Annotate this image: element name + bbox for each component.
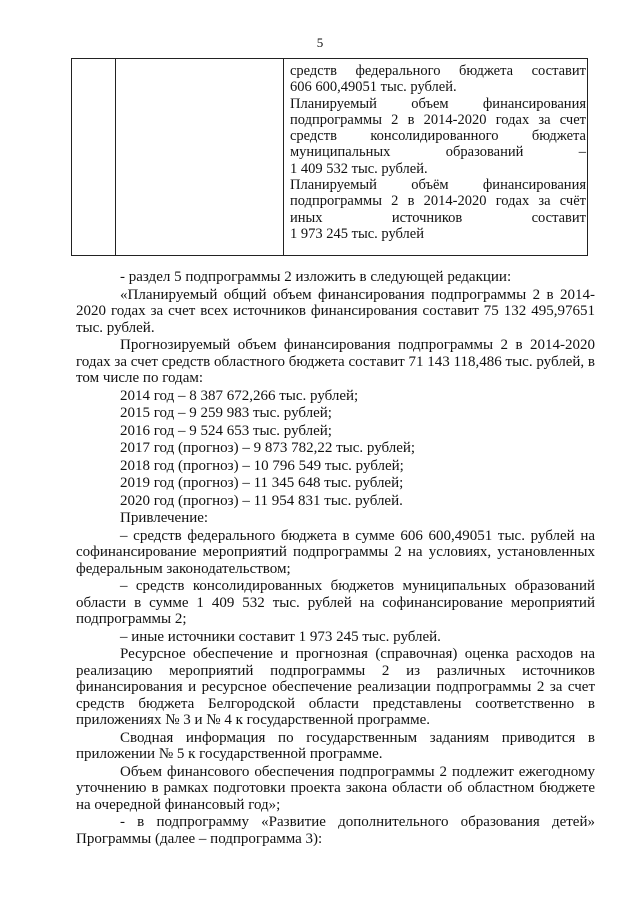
paragraph-planned-total: «Планируемый общий объем финансирования подпрограммы 2 в 2014-2020 годах за счет всех источников финансирования составит 75 132 495,97651 тыс. рублей.	[76, 286, 595, 336]
cell-line: 1 409 532 тыс. рублей.	[290, 160, 428, 177]
paragraph-forecast: Прогнозируемый объем финансирования подпрограммы 2 в 2014-2020 годах за счет средств областного бюджета составит 71 143 118,486 тыс. рублей, в том числе по годам:	[76, 337, 595, 386]
paragraph-resource: Ресурсное обеспечение и прогнозная (справочная) оценка расходов на реализацию мероприятий подпрограммы 2 из различных источников финансирования и ресурсное обеспечение реализации подпрограммы 2 за счет средств бюджета Белгородской области представлены соответственно в приложениях № 3 и № 4 к государственной программе.	[76, 646, 595, 728]
page-number: 5	[316, 35, 324, 50]
paragraph-volume: Объем финансового обеспечения подпрограммы 2 подлежит ежегодному уточнению в рамках подготовки проекта закона области об областном бюджете на очередной финансовый год»;	[76, 763, 595, 813]
cell-line: подпрограммы 2 в 2014-2020 годах за счет	[290, 111, 586, 128]
year-line: 2018 год (прогноз) – 10 796 549 тыс. рублей;	[120, 457, 404, 474]
paragraph-other: – иные источники составит 1 973 245 тыс. рублей.	[120, 628, 441, 645]
cell-line: 606 600,49051 тыс. рублей.	[290, 79, 457, 96]
year-line: 2016 год – 9 524 653 тыс. рублей;	[120, 422, 332, 439]
paragraph-consolidated: – средств консолидированных бюджетов муниципальных образований области в сумме 1 409 532 тыс. рублей на софинансирование мероприятий подпрограммы 2;	[76, 578, 595, 627]
table-column-divider	[115, 59, 116, 255]
cell-line: Планируемый объем финансирования	[290, 95, 586, 112]
cell-line: Планируемый объём финансирования	[290, 177, 586, 194]
paragraph-summary: Сводная информация по государственным заданиям приводится в приложении № 5 к государственной программе.	[76, 729, 595, 762]
cell-line: подпрограммы 2 в 2014-2020 годах за счёт	[290, 193, 586, 210]
cell-line: иных источников составит	[290, 209, 586, 226]
paragraph-section-intro: - раздел 5 подпрограммы 2 изложить в следующей редакции:	[120, 269, 512, 285]
paragraph-attraction: Привлечение:	[120, 510, 209, 526]
table-cell-financing	[290, 63, 586, 242]
year-line: 2014 год – 8 387 672,266 тыс. рублей;	[120, 387, 359, 404]
passport-table-fragment	[71, 58, 588, 256]
cell-line: муниципальных образований –	[290, 144, 586, 161]
cell-line: средств федерального бюджета составит	[290, 63, 586, 79]
table-column-divider	[283, 59, 284, 255]
paragraph-subprogram-3: - в подпрограмму «Развитие дополнительного образования детей» Программы (далее – подпрограмма 3):	[76, 814, 595, 847]
paragraph-federal: – средств федерального бюджета в сумме 606 600,49051 тыс. рублей на софинансирование мероприятий подпрограммы 2 на условиях, установленных федеральным законодательством;	[76, 527, 595, 577]
cell-line: 1 973 245 тыс. рублей	[290, 225, 424, 242]
year-line: 2019 год (прогноз) – 11 345 648 тыс. рублей;	[120, 475, 404, 491]
cell-line: средств консолидированного бюджета	[290, 128, 586, 145]
document-body	[76, 269, 595, 848]
year-line: 2017 год (прогноз) – 9 873 782,22 тыс. рублей;	[120, 440, 416, 456]
year-line: 2015 год – 9 259 983 тыс. рублей;	[120, 405, 332, 421]
year-line: 2020 год (прогноз) – 11 954 831 тыс. рублей.	[120, 492, 403, 509]
